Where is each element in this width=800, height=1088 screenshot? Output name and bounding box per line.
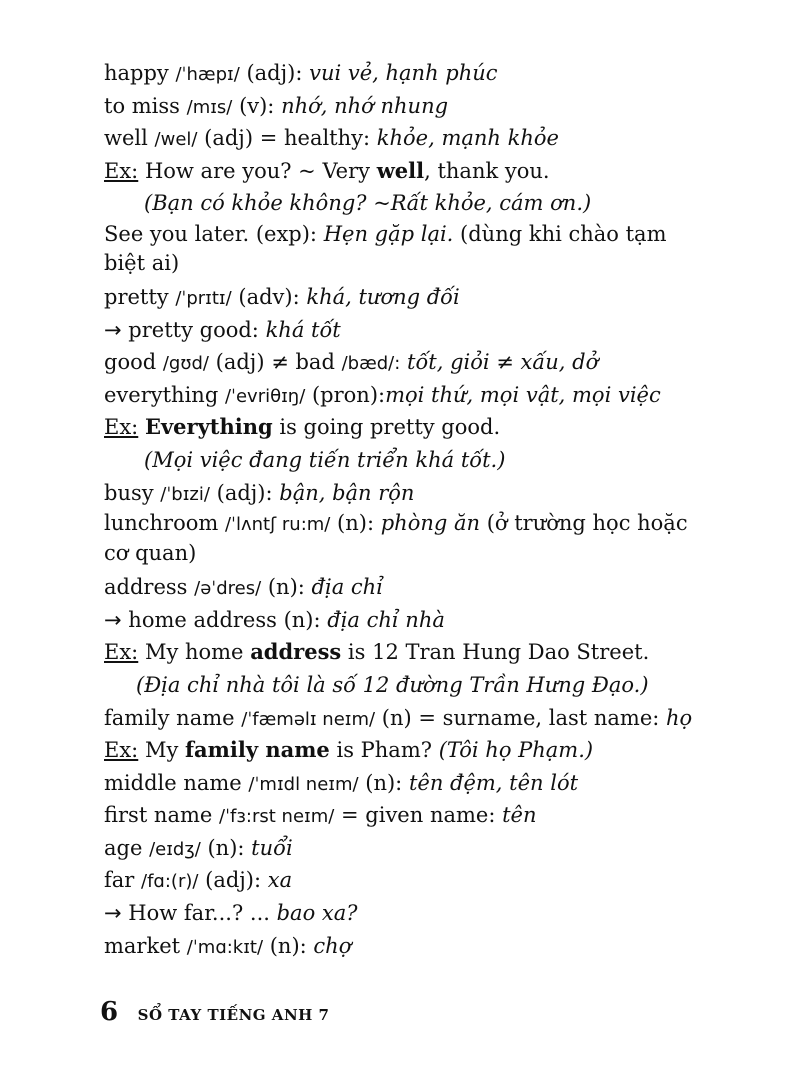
meaning: phòng ăn bbox=[380, 511, 481, 536]
example-address bbox=[104, 636, 714, 669]
meaning: vui vẻ, hạnh phúc bbox=[309, 61, 498, 85]
entry-family-name bbox=[104, 702, 714, 735]
entry-to-miss bbox=[104, 90, 714, 123]
example-label: Ex: bbox=[104, 738, 139, 763]
usage-note: (dùng khi chào tạm biệt ai) bbox=[104, 221, 667, 275]
example-keyword: Everything bbox=[144, 414, 273, 440]
part-of-speech: (adj) bbox=[204, 126, 254, 151]
entry-everything bbox=[104, 379, 714, 412]
example-text-end: , thank you. bbox=[424, 158, 550, 183]
book-title: SỔ TAY TIẾNG ANH 7 bbox=[137, 1006, 330, 1024]
pronunciation: /mɪs/ bbox=[186, 96, 233, 118]
part-of-speech: (n): bbox=[365, 770, 403, 795]
meaning: khỏe, mạnh khỏe bbox=[376, 126, 559, 151]
pronunciation: /ˈfɜ:rst neɪm/ bbox=[219, 806, 335, 828]
part-of-speech: (adv): bbox=[238, 284, 300, 309]
entry-far bbox=[104, 864, 714, 897]
derived-how-far bbox=[104, 897, 714, 930]
headword: to miss bbox=[104, 93, 180, 118]
part-of-speech: (n) bbox=[381, 705, 412, 730]
example-label: Ex: bbox=[104, 415, 139, 440]
headword: happy bbox=[104, 61, 169, 85]
entry-good bbox=[104, 346, 714, 379]
synonym: = surname, last name: bbox=[418, 705, 660, 730]
headword: good bbox=[104, 350, 157, 375]
pronunciation: /əˈdres/ bbox=[194, 578, 262, 600]
example-text-end: is going pretty good. bbox=[279, 415, 501, 440]
entry-first-name bbox=[104, 799, 714, 832]
entry-well bbox=[104, 122, 714, 155]
pronunciation: /ˈevriθɪŋ/ bbox=[224, 385, 306, 407]
pronunciation: /ˈhæpɪ/ bbox=[175, 64, 240, 85]
headword: age bbox=[104, 835, 143, 860]
meaning: xa bbox=[267, 868, 293, 893]
pronunciation: /ˈfæməlɪ neɪm/ bbox=[241, 708, 376, 730]
example-keyword: well bbox=[376, 157, 425, 183]
meaning: mọi thứ, mọi vật, mọi việc bbox=[385, 382, 661, 407]
meaning: Hẹn gặp lại. bbox=[323, 221, 454, 246]
part-of-speech: (adj): bbox=[205, 868, 262, 893]
example-text-end: is Pham? bbox=[336, 738, 432, 763]
phrase: pretty good: bbox=[128, 317, 259, 342]
example-text-end: is 12 Tran Hung Dao Street. bbox=[347, 640, 650, 665]
part-of-speech: (pron): bbox=[311, 382, 386, 407]
example-label: Ex: bbox=[104, 158, 139, 183]
entry-pretty bbox=[104, 281, 714, 314]
example-well bbox=[104, 155, 714, 188]
headword: first name bbox=[104, 803, 213, 828]
arrow-right-icon: → bbox=[104, 317, 122, 342]
entry-middle-name bbox=[104, 767, 714, 800]
translation: (Địa chỉ nhà tôi là số 12 đường Trần Hưng Đạo.) bbox=[136, 672, 649, 697]
entry-see-you-later bbox=[104, 220, 714, 281]
meaning: tên bbox=[502, 803, 537, 828]
headword: well bbox=[104, 126, 148, 151]
translation: (Bạn có khỏe không? ~Rất khỏe, cám ơn.) bbox=[144, 191, 592, 216]
example-translation bbox=[104, 187, 714, 220]
example-text: My home bbox=[144, 640, 244, 665]
part-of-speech: (adj) bbox=[215, 350, 265, 375]
meaning: bận, bận rộn bbox=[279, 480, 415, 505]
page-number: 6 bbox=[100, 997, 119, 1027]
meaning: tuổi bbox=[251, 835, 293, 860]
headword: family name bbox=[104, 705, 235, 730]
part-of-speech: (n): bbox=[207, 835, 245, 860]
headword: middle name bbox=[104, 770, 242, 795]
pronunciation: /eɪdʒ/ bbox=[149, 838, 201, 860]
pronunciation: /ˈlʌntʃ ru:m/ bbox=[224, 514, 331, 536]
entry-happy bbox=[104, 57, 714, 90]
pronunciation: /ˈbɪzi/ bbox=[160, 483, 210, 505]
pronunciation: /wel/ bbox=[154, 129, 198, 151]
page-footer bbox=[100, 997, 330, 1027]
meaning: tốt, giỏi ≠ xấu, dở bbox=[407, 350, 599, 375]
example-label: Ex: bbox=[104, 640, 139, 665]
example-keyword: address bbox=[250, 639, 342, 665]
pronunciation: /gʊd/ bbox=[162, 353, 209, 375]
usage-note: (ở trường học hoặc cơ quan) bbox=[104, 511, 688, 566]
pronunciation: /ˈmɪdl neɪm/ bbox=[248, 773, 359, 795]
example-everything bbox=[104, 411, 714, 444]
part-of-speech: (v): bbox=[239, 93, 275, 118]
example-translation bbox=[104, 669, 714, 702]
meaning: khá tốt bbox=[265, 317, 341, 342]
headword: market bbox=[104, 933, 181, 958]
headword: everything bbox=[104, 382, 219, 407]
headword: address bbox=[104, 575, 188, 600]
entry-lunchroom bbox=[104, 509, 714, 571]
meaning: bao xa? bbox=[276, 901, 358, 926]
headword: lunchroom bbox=[104, 511, 219, 536]
meaning: nhớ, nhớ nhung bbox=[281, 93, 449, 118]
meaning: khá, tương đối bbox=[306, 284, 460, 309]
pronunciation: /ˈmɑ:kɪt/ bbox=[186, 936, 264, 958]
synonym: = healthy: bbox=[259, 126, 371, 151]
part-of-speech: (n): bbox=[269, 933, 307, 958]
part-of-speech: (n): bbox=[267, 575, 305, 600]
part-of-speech: (adj): bbox=[246, 61, 303, 85]
example-keyword: family name bbox=[185, 737, 330, 763]
pronunciation: /fɑ:(r)/ bbox=[141, 871, 199, 893]
synonym: = given name: bbox=[341, 803, 496, 828]
meaning: địa chỉ bbox=[311, 575, 383, 600]
phrase: home address (n): bbox=[128, 607, 321, 632]
meaning: địa chỉ nhà bbox=[327, 607, 445, 632]
headword: busy bbox=[104, 480, 154, 505]
arrow-right-icon: → bbox=[104, 901, 122, 926]
headword: far bbox=[104, 868, 135, 893]
example-text: My bbox=[144, 738, 179, 763]
entry-market bbox=[104, 930, 714, 963]
example-translation bbox=[104, 444, 714, 477]
translation: (Tôi họ Phạm.) bbox=[438, 738, 594, 763]
part-of-speech: (n): bbox=[337, 511, 375, 536]
entry-busy bbox=[104, 477, 714, 510]
meaning: chợ bbox=[313, 933, 352, 958]
derived-pretty-good bbox=[104, 314, 714, 347]
entry-age bbox=[104, 832, 714, 865]
part-of-speech: (exp): bbox=[255, 221, 318, 246]
pronunciation: /ˈprɪtɪ/ bbox=[175, 287, 232, 309]
vocabulary-list bbox=[104, 57, 714, 962]
meaning: tên đệm, tên lót bbox=[408, 770, 579, 795]
headword: See you later. bbox=[104, 221, 250, 246]
example-text: How are you? ~ Very bbox=[144, 158, 371, 183]
derived-home-address bbox=[104, 604, 714, 637]
arrow-right-icon: → bbox=[104, 607, 122, 632]
antonym: ≠ bad bbox=[271, 350, 335, 375]
translation: (Mọi việc đang tiến triển khá tốt.) bbox=[144, 447, 506, 472]
headword: pretty bbox=[104, 284, 169, 309]
example-family-name bbox=[104, 734, 714, 767]
entry-address bbox=[104, 571, 714, 604]
antonym-pronunciation: /bæd/: bbox=[341, 353, 401, 375]
phrase: How far...? ... bbox=[128, 901, 270, 926]
part-of-speech: (adj): bbox=[216, 480, 273, 505]
meaning: họ bbox=[666, 705, 693, 730]
